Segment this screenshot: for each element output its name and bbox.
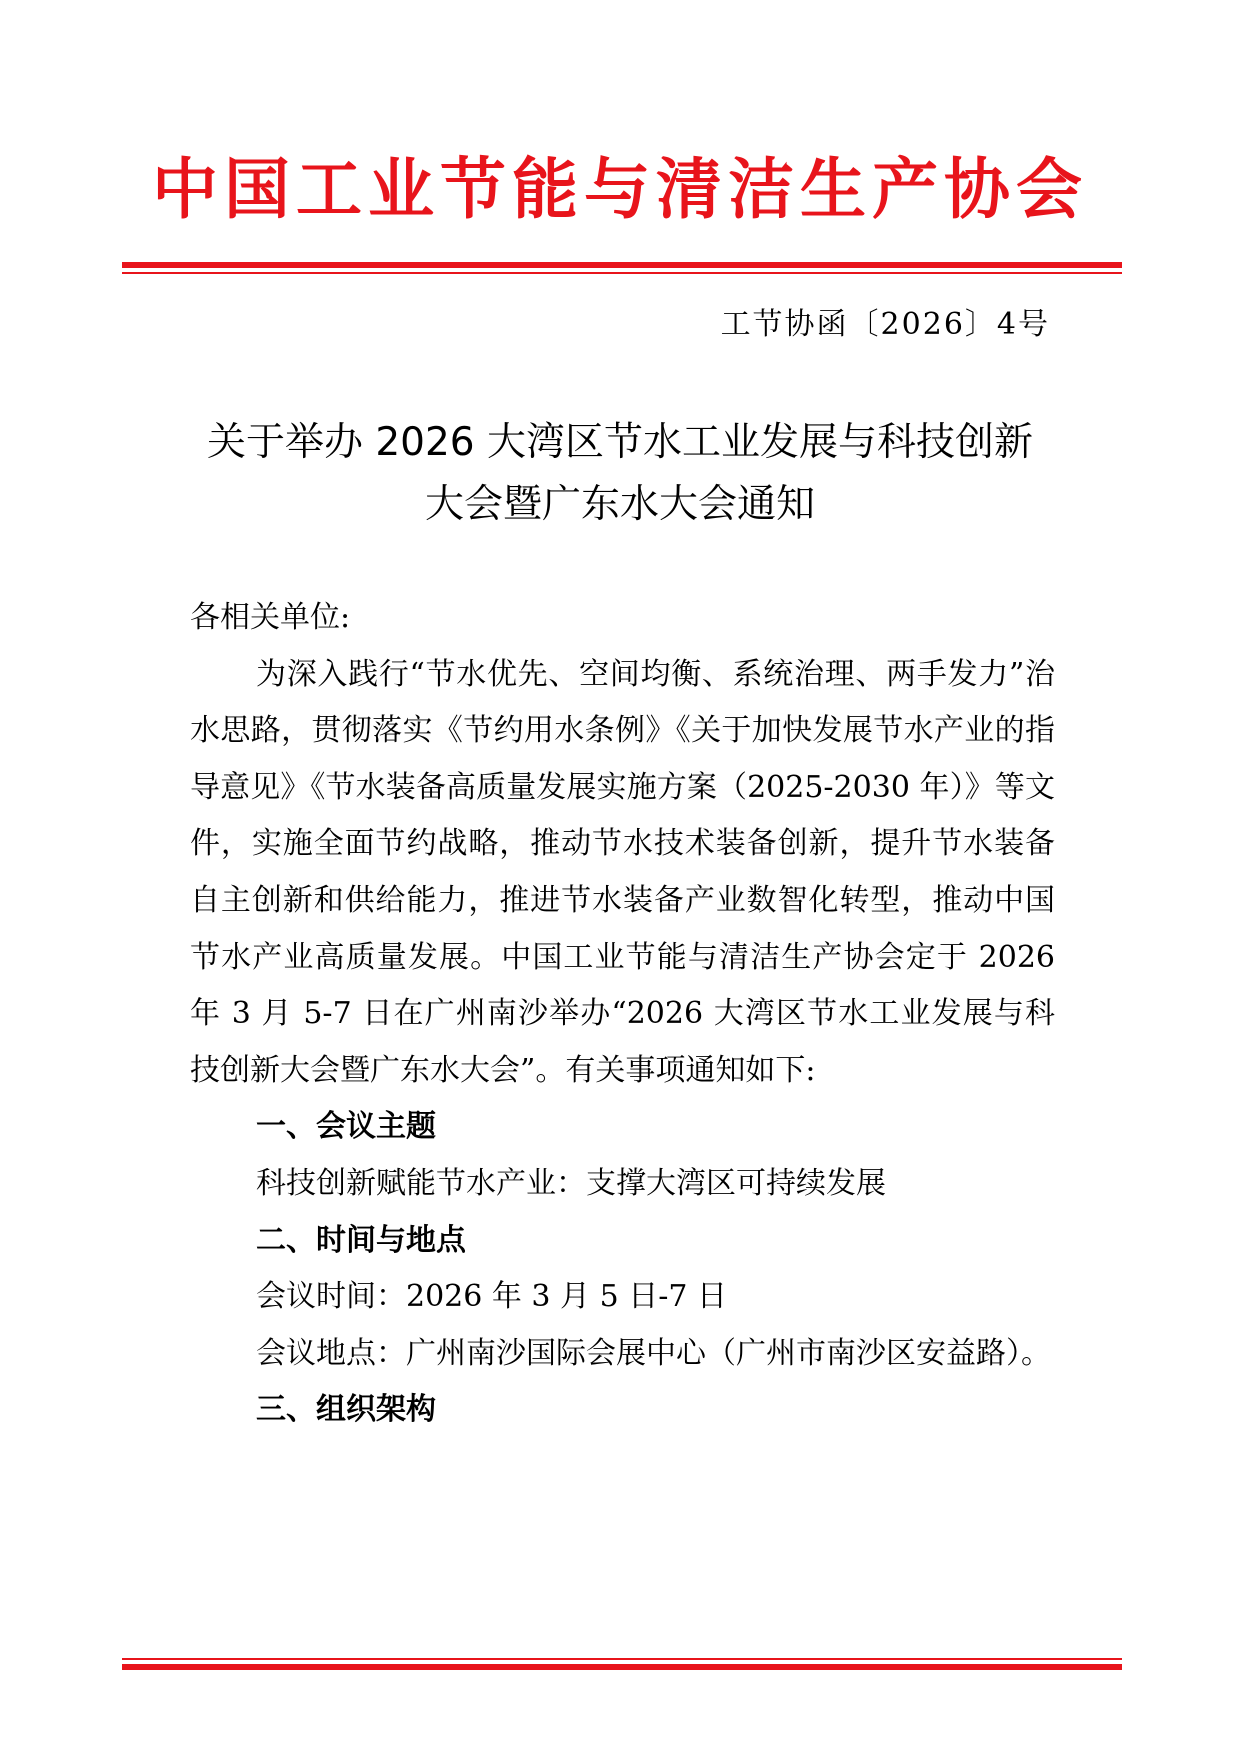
footer-rule-thick-line [122,1664,1122,1670]
document-title-line-1: 关于举办 2026 大湾区节水工业发展与科技创新 [206,420,1034,465]
document-title [160,412,1080,536]
intro-paragraph: 为深入践行“节水优先、空间均衡、系统治理、两手发力”治水思路，贯彻落实《节约用水条例》《关于加快发展节水产业的指导意见》《节水装备高质量发展实施方案（2025-2030 年）》等文件，实施全面节约战略，推动节水技术装备创新，提升节水装备自主创新和供给能力，推进节水装备产业数智化转型，推动中国节水产业高质量发展。中国工业节能与清洁生产协会定于 2026 年 3 月 5-7 日在广州南沙举办“2026 大湾区节水工业发展与科技创新大会暨广东水大会”。有关事项通知如下: [190,656,1055,1088]
document-number: 工节协函〔2026〕4号 [720,307,1050,342]
theme-text: 科技创新赋能节水产业：支撑大湾区可持续发展 [256,1165,886,1201]
footer-rule-thin-line [122,1658,1122,1660]
section-heading-theme: 一、会议主题 [256,1109,436,1145]
meeting-time: 会议时间：2026 年 3 月 5 日-7 日 [256,1279,727,1315]
footer-rule [122,1658,1122,1670]
section-heading-organization: 三、组织架构 [256,1392,436,1428]
section-heading-time-place: 二、时间与地点 [256,1222,466,1258]
top-rule-thin-line [122,272,1122,274]
letterhead-top-rule [122,262,1122,274]
letterhead-title: 中国工业节能与清洁生产协会 [152,151,1088,228]
document-body [190,590,1055,1439]
document-title-line-2: 大会暨广东水大会通知 [424,482,815,527]
meeting-place: 会议地点：广州南沙国际会展中心（广州市南沙区安益路）。 [256,1335,1051,1371]
salutation: 各相关单位: [190,600,351,635]
top-rule-thick-line [122,262,1122,268]
